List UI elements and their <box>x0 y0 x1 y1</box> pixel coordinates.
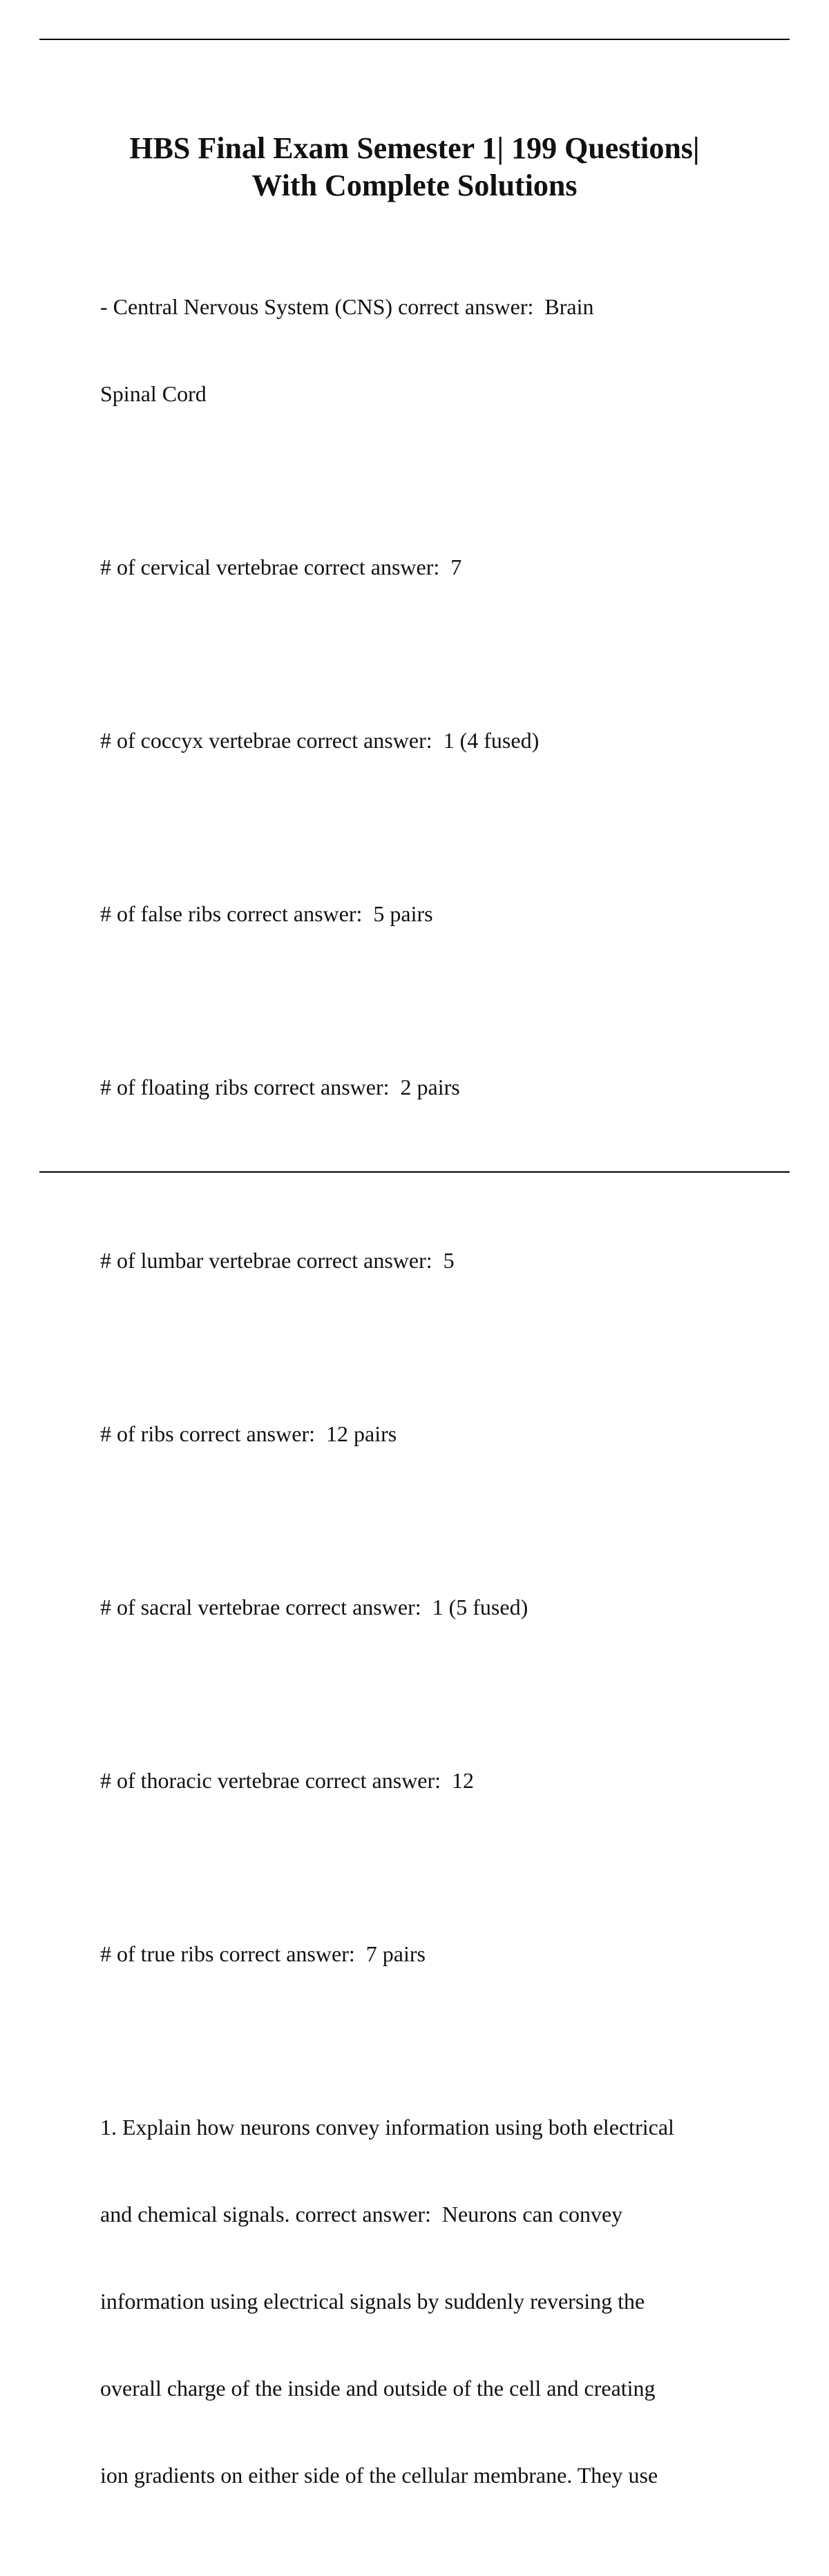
entry-line: # of lumbar vertebrae correct answer: 5 <box>100 1248 455 1273</box>
entry-line: - Central Nervous System (CNS) correct answer: Brain <box>100 294 594 319</box>
entry-line: overall charge of the inside and outside of the cell and creating <box>100 2376 656 2401</box>
qa-entry-thoracic-vertebrae <box>100 1708 756 1853</box>
entry-line: 1. Explain how neurons convey information using both electrical <box>100 2115 674 2140</box>
document-body <box>100 234 756 2576</box>
entry-line: # of thoracic vertebrae correct answer: 12 <box>100 1768 475 1793</box>
title-line-1: HBS Final Exam Semester 1| 199 Questions| <box>129 131 700 165</box>
bottom-rule <box>39 1171 790 1173</box>
qa-entry-neurons <box>100 2055 756 2548</box>
qa-entry-cns <box>100 234 756 466</box>
entry-line: # of true ribs correct answer: 7 pairs <box>100 1941 426 1966</box>
entry-line: ion gradients on either side of the cellular membrane. They use <box>100 2463 658 2488</box>
qa-entry-ribs <box>100 1361 756 1506</box>
entry-line: # of coccyx vertebrae correct answer: 1 (4 fused) <box>100 728 540 753</box>
entry-line: # of sacral vertebrae correct answer: 1 (5 fused) <box>100 1595 528 1619</box>
qa-entry-lumbar-vertebrae <box>100 1188 756 1333</box>
qa-entry-sacral-vertebrae <box>100 1535 756 1680</box>
qa-entry-cervical-vertebrae <box>100 494 756 640</box>
entry-line: # of false ribs correct answer: 5 pairs <box>100 901 433 926</box>
entry-line: Spinal Cord <box>100 381 207 406</box>
top-rule <box>39 39 790 40</box>
qa-entry-false-ribs <box>100 841 756 986</box>
qa-entry-coccyx-vertebrae <box>100 668 756 813</box>
title-line-2: With Complete Solutions <box>251 169 578 202</box>
qa-entry-true-ribs <box>100 1881 756 2026</box>
entry-line: and chemical signals. correct answer: Neurons can convey <box>100 2202 623 2227</box>
entry-line: # of ribs correct answer: 12 pairs <box>100 1421 397 1446</box>
qa-entry-floating-ribs <box>100 1015 756 1160</box>
page-title <box>0 130 829 204</box>
entry-line: # of cervical vertebrae correct answer: 7 <box>100 555 462 579</box>
entry-line: # of floating ribs correct answer: 2 pairs <box>100 1075 460 1099</box>
entry-line: information using electrical signals by suddenly reversing the <box>100 2289 645 2314</box>
